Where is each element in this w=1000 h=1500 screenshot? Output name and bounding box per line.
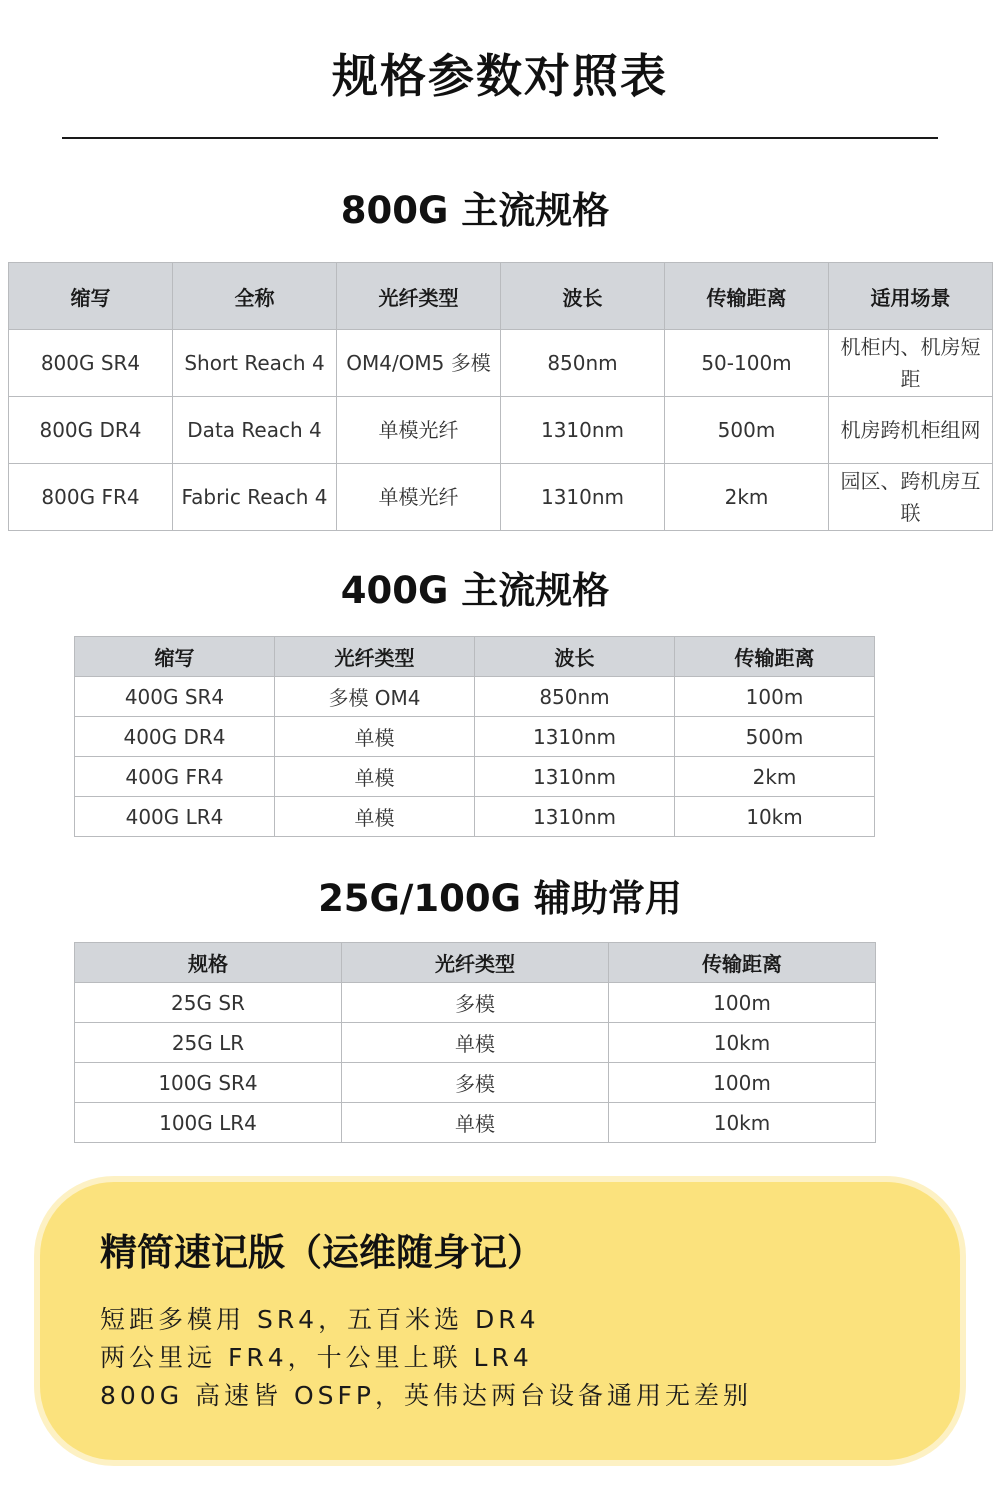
- column-header: 波长: [475, 637, 675, 677]
- column-header: 传输距离: [665, 263, 829, 330]
- table-cell: 多模: [342, 983, 609, 1023]
- table-row: [9, 464, 993, 531]
- table-cell: 100m: [609, 1063, 876, 1103]
- column-header: 缩写: [75, 637, 275, 677]
- column-header: 传输距离: [675, 637, 875, 677]
- table-row: [75, 717, 875, 757]
- table-row: [75, 797, 875, 837]
- table-cell: 10km: [609, 1023, 876, 1063]
- table-cell: 800G DR4: [9, 397, 173, 464]
- table-cell: 单模光纤: [337, 464, 501, 531]
- table-row: [9, 330, 993, 397]
- table-cell: 2km: [675, 757, 875, 797]
- spec-table-800g: [8, 262, 993, 531]
- table-row: [75, 983, 876, 1023]
- table-cell: 单模: [275, 717, 475, 757]
- table-cell: 50-100m: [665, 330, 829, 397]
- table-cell: 2km: [665, 464, 829, 531]
- table-header-row: [75, 637, 875, 677]
- table-cell: 1310nm: [475, 717, 675, 757]
- table-cell: 多模: [342, 1063, 609, 1103]
- column-header: 波长: [501, 263, 665, 330]
- column-header: 传输距离: [609, 943, 876, 983]
- table-cell: 100G SR4: [75, 1063, 342, 1103]
- table-header-row: [9, 263, 993, 330]
- table-cell: 25G SR: [75, 983, 342, 1023]
- memo-title: 精简速记版（运维随身记）: [100, 1231, 544, 1274]
- table-cell: 多模 OM4: [275, 677, 475, 717]
- memo-line: 800G 高速皆 OSFP，英伟达两台设备通用无差别: [100, 1381, 752, 1410]
- table-cell: 500m: [675, 717, 875, 757]
- column-header: 光纤类型: [337, 263, 501, 330]
- table-cell: 1310nm: [501, 464, 665, 531]
- section-title-100g: 25G/100G 辅助常用: [318, 877, 682, 920]
- table-cell: 10km: [609, 1103, 876, 1143]
- spec-table-400g: [74, 636, 875, 837]
- table-row: [75, 1023, 876, 1063]
- table-cell: 400G DR4: [75, 717, 275, 757]
- table-cell: 机房跨机柜组网: [829, 397, 993, 464]
- table-cell: 单模: [275, 757, 475, 797]
- column-header: 光纤类型: [275, 637, 475, 677]
- table-cell: 25G LR: [75, 1023, 342, 1063]
- table-cell: 机柜内、机房短距: [829, 330, 993, 397]
- memo-line: 两公里远 FR4，十公里上联 LR4: [100, 1343, 533, 1372]
- column-header: 缩写: [9, 263, 173, 330]
- table-cell: 800G FR4: [9, 464, 173, 531]
- table-cell: 单模: [342, 1023, 609, 1063]
- table-cell: 单模: [342, 1103, 609, 1143]
- table-cell: 850nm: [501, 330, 665, 397]
- table-row: [75, 1063, 876, 1103]
- table-cell: 1310nm: [475, 797, 675, 837]
- table-cell: 10km: [675, 797, 875, 837]
- table-cell: 100m: [609, 983, 876, 1023]
- table-cell: 单模光纤: [337, 397, 501, 464]
- column-header: 光纤类型: [342, 943, 609, 983]
- section-title-800g: 800G 主流规格: [340, 189, 610, 232]
- page-title: 规格参数对照表: [332, 49, 668, 103]
- column-header: 全称: [173, 263, 337, 330]
- column-header: 适用场景: [829, 263, 993, 330]
- table-cell: OM4/OM5 多模: [337, 330, 501, 397]
- table-row: [75, 757, 875, 797]
- table-cell: Short Reach 4: [173, 330, 337, 397]
- title-divider: [62, 137, 938, 139]
- memo-card: [40, 1182, 960, 1460]
- section-title-400g: 400G 主流规格: [340, 569, 610, 612]
- table-cell: 1310nm: [501, 397, 665, 464]
- table-cell: 400G FR4: [75, 757, 275, 797]
- table-cell: 400G LR4: [75, 797, 275, 837]
- table-cell: 500m: [665, 397, 829, 464]
- table-cell: 园区、跨机房互联: [829, 464, 993, 531]
- spec-table-100g: [74, 942, 876, 1143]
- table-row: [75, 677, 875, 717]
- table-cell: 400G SR4: [75, 677, 275, 717]
- table-cell: 850nm: [475, 677, 675, 717]
- table-cell: 单模: [275, 797, 475, 837]
- table-cell: 100m: [675, 677, 875, 717]
- table-row: [75, 1103, 876, 1143]
- table-cell: Fabric Reach 4: [173, 464, 337, 531]
- table-cell: 800G SR4: [9, 330, 173, 397]
- table-header-row: [75, 943, 876, 983]
- table-cell: 100G LR4: [75, 1103, 342, 1143]
- column-header: 规格: [75, 943, 342, 983]
- table-cell: Data Reach 4: [173, 397, 337, 464]
- table-cell: 1310nm: [475, 757, 675, 797]
- table-row: [9, 397, 993, 464]
- memo-line: 短距多模用 SR4，五百米选 DR4: [100, 1305, 540, 1334]
